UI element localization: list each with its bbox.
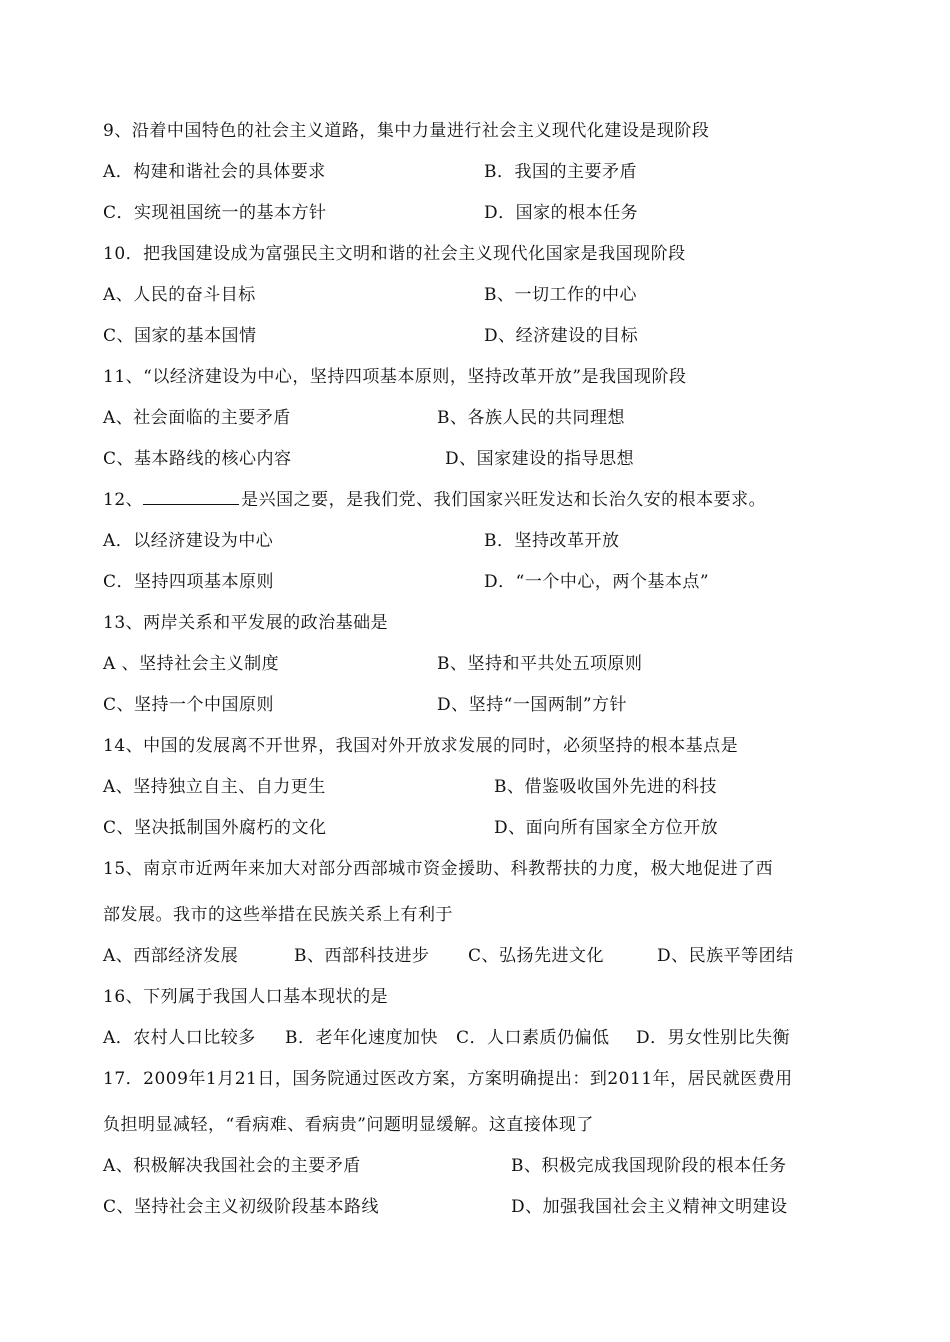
question-17-stem-line-2: 负担明显减轻，“看病难、看病贵”问题明显缓解。这直接体现了 (103, 1115, 594, 1135)
question-14-option-b: B、借鉴吸收国外先进的科技 (494, 777, 717, 797)
question-16-option-c: C．人口素质仍偏低 (456, 1028, 610, 1048)
question-12-stem (103, 489, 766, 511)
question-12-option-a: A．以经济建设为中心 (103, 531, 274, 551)
question-15-option-d: D、民族平等团结 (657, 946, 794, 966)
question-12-stem-suffix: 是兴国之要，是我们党、我们国家兴旺发达和长治久安的根本要求。 (241, 490, 767, 510)
fill-in-blank (143, 490, 239, 505)
question-17-option-a: A、积极解决我国社会的主要矛盾 (103, 1156, 361, 1176)
question-14-option-a: A、坚持独立自主、自力更生 (103, 777, 326, 797)
question-11-option-d: D、国家建设的指导思想 (445, 449, 635, 469)
question-14-stem: 14、中国的发展离不开世界，我国对外开放求发展的同时，必须坚持的根本基点是 (103, 736, 739, 756)
question-11-option-a: A、社会面临的主要矛盾 (103, 408, 291, 428)
question-11-option-b: B、各族人民的共同理想 (437, 408, 625, 428)
question-9-option-d: D．国家的根本任务 (484, 203, 639, 223)
question-14-option-d: D、面向所有国家全方位开放 (494, 818, 719, 838)
question-9-option-c: C．实现祖国统一的基本方针 (103, 203, 327, 223)
question-9-stem: 9、沿着中国特色的社会主义道路，集中力量进行社会主义现代化建设是现阶段 (103, 121, 710, 141)
question-15-option-b: B、西部科技进步 (294, 946, 430, 966)
question-16-stem: 16、下列属于我国人口基本现状的是 (103, 987, 389, 1007)
question-15-option-c: C、弘扬先进文化 (468, 946, 605, 966)
question-13-option-c: C、坚持一个中国原则 (103, 695, 275, 715)
question-12-option-b: B．坚持改革开放 (484, 531, 620, 551)
question-13-option-d: D、坚持“一国两制”方针 (437, 695, 628, 715)
question-12-option-c: C．坚持四项基本原则 (103, 572, 275, 592)
question-12-stem-prefix: 12、 (103, 490, 144, 510)
question-10-stem: 10．把我国建设成为富强民主文明和谐的社会主义现代化国家是我国现阶段 (103, 244, 686, 264)
question-12-option-d: D．“一个中心，两个基本点” (484, 572, 710, 592)
question-17-option-b: B、积极完成我国现阶段的根本任务 (511, 1156, 787, 1176)
question-13-stem: 13、两岸关系和平发展的政治基础是 (103, 613, 389, 633)
question-10-option-a: A、人民的奋斗目标 (103, 285, 256, 305)
question-14-option-c: C、坚决抵制国外腐朽的文化 (103, 818, 327, 838)
question-16-option-b: B．老年化速度加快 (285, 1028, 438, 1048)
question-13-option-b: B、坚持和平共处五项原则 (437, 654, 643, 674)
question-17-option-c: C、坚持社会主义初级阶段基本路线 (103, 1197, 380, 1217)
question-9-option-b: B．我国的主要矛盾 (484, 162, 637, 182)
question-13-option-a: A 、坚持社会主义制度 (103, 654, 280, 674)
question-10-option-c: C、国家的基本国情 (103, 326, 257, 346)
question-17-stem-line-1: 17．2009年1月21日，国务院通过医改方案，方案明确提出：到2011年，居民就医费用 (103, 1069, 793, 1089)
question-16-option-d: D．男女性别比失衡 (636, 1028, 791, 1048)
question-15-stem-line-2: 部发展。我市的这些举措在民族关系上有利于 (103, 905, 453, 925)
question-10-option-d: D、经济建设的目标 (484, 326, 639, 346)
question-10-option-b: B、一切工作的中心 (484, 285, 637, 305)
question-16-option-a: A．农村人口比较多 (103, 1028, 256, 1048)
question-11-option-c: C、基本路线的核心内容 (103, 449, 292, 469)
question-15-option-a: A、西部经济发展 (103, 946, 239, 966)
question-15-stem-line-1: 15、南京市近两年来加大对部分西部城市资金援助、科教帮扶的力度，极大地促进了西 (103, 859, 774, 879)
question-9-option-a: A．构建和谐社会的具体要求 (103, 162, 326, 182)
question-17-option-d: D、加强我国社会主义精神文明建设 (511, 1197, 788, 1217)
question-11-stem: 11、“以经济建设为中心，坚持四项基本原则，坚持改革开放”是我国现阶段 (103, 367, 687, 387)
